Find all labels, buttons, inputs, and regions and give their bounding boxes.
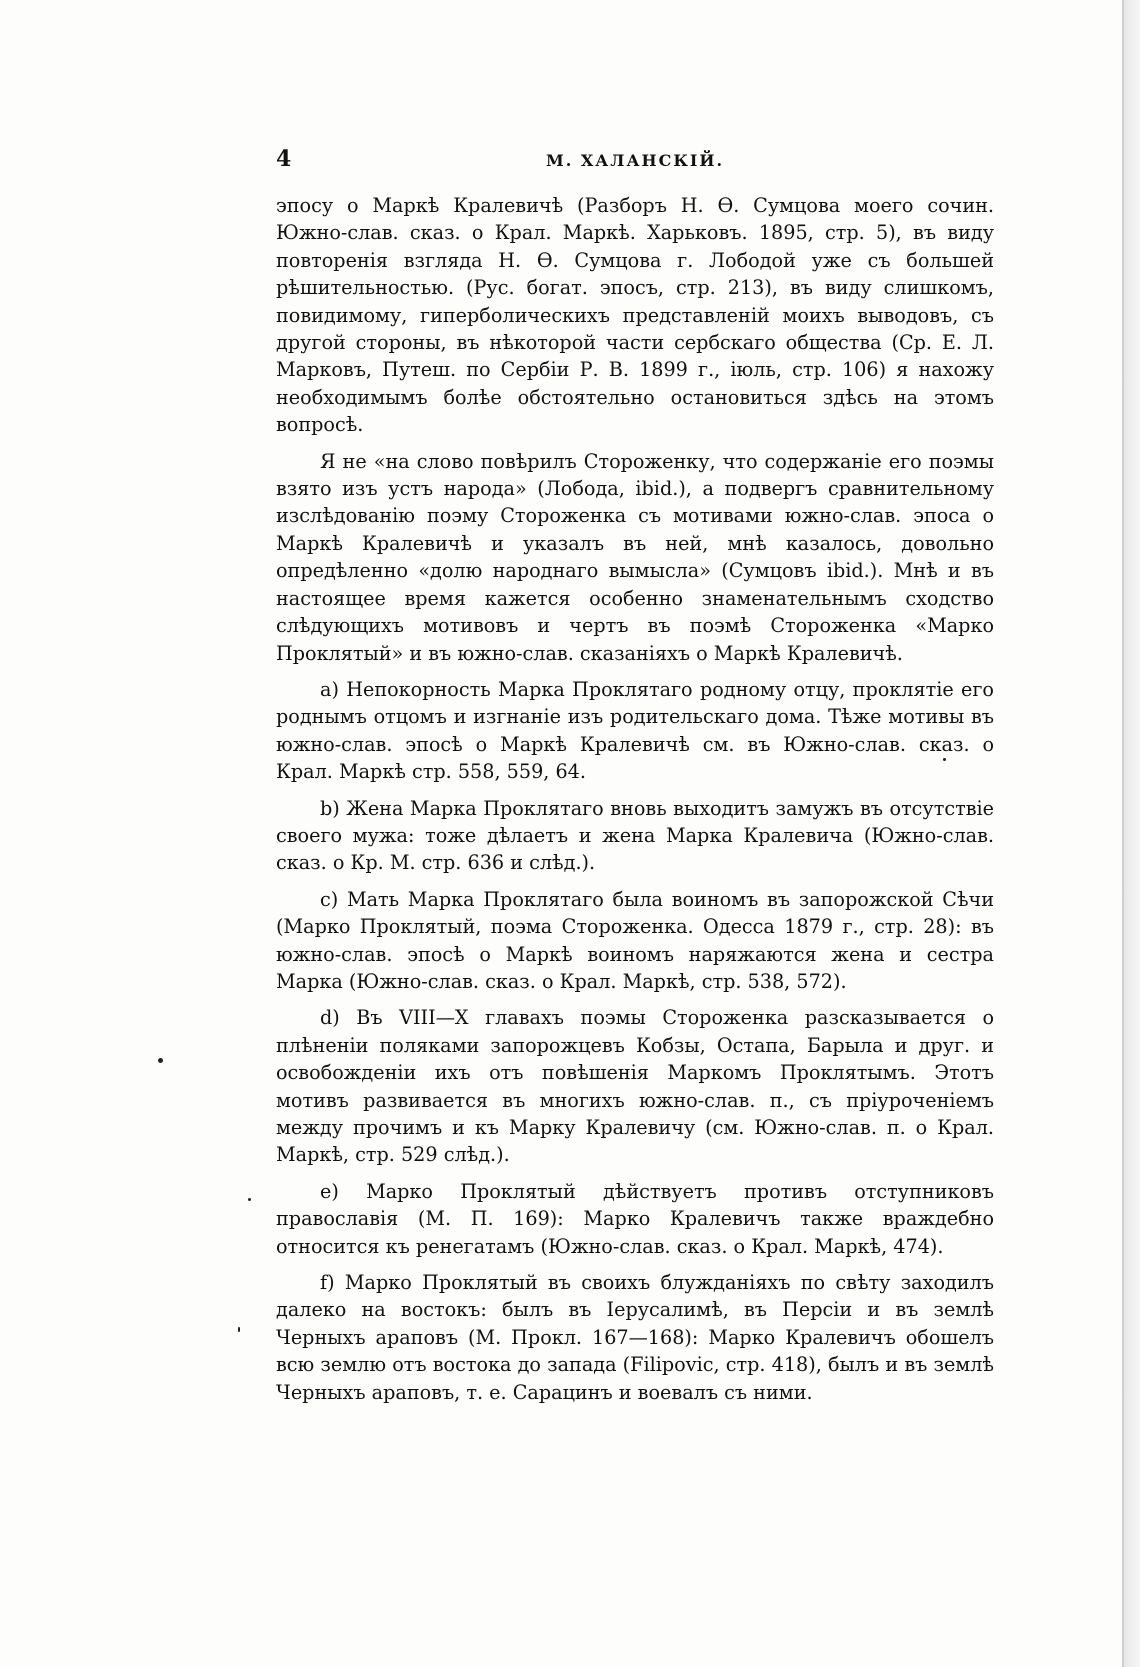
paragraph-item-d: d) Въ VIII—X главахъ поэмы Стороженка разсказывается о плѣненіи поляками запорожцевъ Кобзы, Остапа, Барыла и друг. и освобожденіи ихъ отъ повѣшенія Маркомъ Проклятымъ. Этотъ мотивъ развивается въ многихъ южно-слав. п., съ пріуроченіемъ между прочимъ и къ Марку Кралевичу (см. Южно-слав. п. о Крал. Маркѣ, стр. 529 слѣд.). (276, 1006, 994, 1167)
paragraph-item-e: e) Марко Проклятый дѣйствуетъ противъ отступниковъ православія (М. П. 169): Марко Кралевичъ также враждебно относится къ ренегатамъ (Южно-слав. сказ. о Крал. Маркѣ, 474). (276, 1179, 994, 1258)
page-number: 4 (276, 146, 292, 172)
paragraph-item-c: c) Мать Марка Проклятаго была воиномъ въ запорожской Сѣчи (Марко Проклятый, поэма Стороженка. Одесса 1879 г., стр. 28): въ южно-слав. эпосѣ о Маркѣ воиномъ наряжаются жена и сестра Марка (Южно-слав. сказ. о Крал. Маркѣ, стр. 538, 572). (276, 887, 994, 993)
page-edge-shadow (1124, 0, 1140, 1667)
paragraph-intro: Я не «на слово повѣрилъ Стороженку, что содержаніе его поэмы взято изъ устъ народа» (Лобода, ibid.), а подвергъ сравнительному изслѣдованію поэму Стороженка съ мотивами южно-слав. эпоса о Маркѣ Кралевичѣ и указалъ въ ней, мнѣ казалось, довольно опредѣленно «долю народнаго вымысла» (Сумцовъ ibid.). Мнѣ и въ настоящее время кажется особенно знаменательнымъ сходство слѣдующихъ мотивовъ и чертъ въ поэмѣ Стороженка «Марко Проклятый» и въ южно-слав. сказаніяхъ о Маркѣ Кралевичѣ. (276, 449, 994, 665)
paragraph-continuation: эпосу о Маркѣ Кралевичѣ (Разборъ Н. Ѳ. Сумцова моего сочин. Южно-слав. сказ. о Крал. Маркѣ. Харьковъ. 1895, стр. 5), въ виду повторенія взгляда Н. Ѳ. Сумцова г. Лободой уже съ большей рѣшительностью. (Рус. богат. эпосъ, стр. 213), въ виду слишкомъ, повидимому, гиперболическихъ представленій моихъ выводовъ, съ другой стороны, въ нѣкоторой части сербскаго общества (Ср. Е. Л. Марковъ, Путеш. по Сербіи Р. В. 1899 г., іюль, стр. 106) я нахожу необходимымъ болѣе обстоятельно остановиться здѣсь на этомъ вопросѣ. (276, 194, 994, 437)
running-head: М. ХАЛАНСКІЙ. (546, 151, 725, 170)
paragraph-item-a: a) Непокорность Марка Проклятаго родному отцу, проклятіе его роднымъ отцомъ и изгнаніе изъ родительскаго дома. Тѣже мотивы въ южно-слав. эпосѣ о Маркѣ Кралевичѣ см. въ Южно-слав. сказ. о Крал. Маркѣ стр. 558, 559, 64. (276, 677, 994, 784)
scan-speck (158, 1058, 163, 1063)
paragraph-item-f: f) Марко Проклятый въ своихъ блужданіяхъ по свѣту заходилъ далеко на востокъ: былъ въ Іерусалимѣ, въ Персіи и въ землѣ Черныхъ араповъ (М. Прокл. 167—168): Марко Кралевичъ обошелъ всю землю отъ востока до запада (Filipovic, стр. 418), былъ и въ землѣ Черныхъ араповъ, т. е. Сарацинъ и воевалъ съ ними. (276, 1271, 994, 1404)
scan-speck (248, 1198, 251, 1201)
scan-speck (238, 1327, 240, 1332)
scan-speck (943, 758, 946, 761)
paragraph-item-b: b) Жена Марка Проклятаго вновь выходитъ замужъ въ отсутствіе своего мужа: тоже дѣлаетъ и жена Марка Кралевича (Южно-слав. сказ. о Кр. М. стр. 636 и слѣд.). (276, 796, 994, 875)
page-header (276, 146, 996, 176)
body-text (276, 192, 994, 1415)
